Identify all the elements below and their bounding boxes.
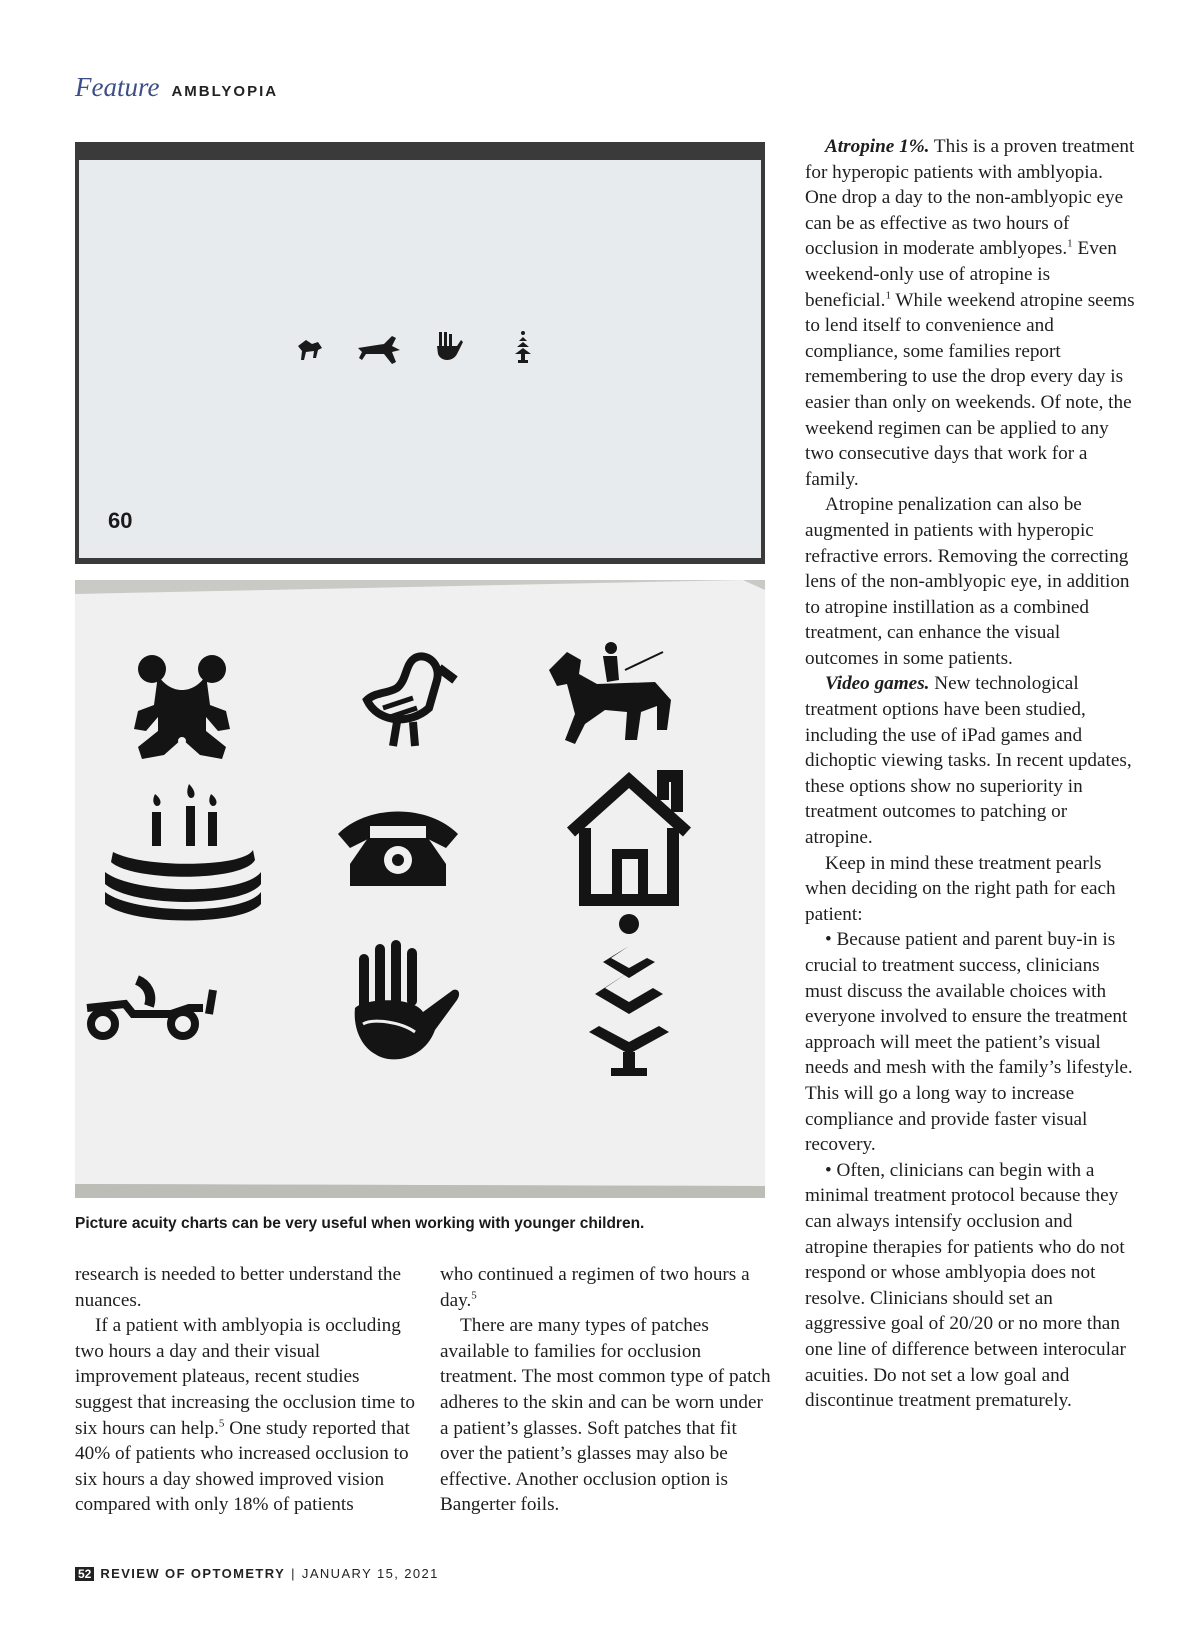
publication-name: REVIEW OF OPTOMETRY xyxy=(100,1566,286,1581)
video-games-paragraph: Video games. New technological treatment options have been studied, including the use of iPad games and dichoptic viewing tasks. In recent updates, these options show no superiority in treatment outcomes to patching or atropine. xyxy=(805,673,1132,849)
pearls-intro: Keep in mind these treatment pearls when deciding on the right path for each patient: xyxy=(805,852,1116,925)
reference-marker: 1 xyxy=(885,289,891,302)
left-column xyxy=(75,1262,415,1518)
atropine-heading: Atropine 1%. xyxy=(825,136,930,157)
figure-caption: Picture acuity charts can be very useful when working with younger children. xyxy=(75,1215,645,1232)
left-para-2: If a patient with amblyopia is occluding two hours a day and their visual improvement plateaus, recent studies suggest that increasing the occlusion time to six hours can help.$^5$ One study reported that 40% of patients who increased occlusion to six hours a day showed improved vision compared with only 18% of patients xyxy=(75,1315,415,1516)
screen-plane-icon xyxy=(358,336,400,364)
video-games-heading: Video games. xyxy=(825,673,930,695)
page-footer xyxy=(75,1566,439,1581)
screen-symbols xyxy=(290,330,550,370)
penalization-paragraph: Atropine penalization can also be augmented in patients with hyperopic refractive errors. Removing the correcting lens of the non-amblyopic eye, in addition to atropine instillation as a combined treatment, can enhance the visual outcomes in some patients. xyxy=(805,494,1130,669)
atropine-paragraph: Atropine 1%. This is a proven treatment for hyperopic patients with amblyopia. One drop a day to the non-amblyopic eye can be as effective as two hours of occlusion in moderate amblyopes.$^1$ Even weekend-only use of atropine is beneficial.$^1$ While weekend atropine seems to lend itself to convenience and compliance, some families report remembering to use the drop every day is easier than only on weekends. Of note, the weekend regimen can be applied to any two consecutive days that work for a family. xyxy=(805,136,1135,490)
feature-label: Feature xyxy=(75,72,160,102)
issue-date: JANUARY 15, 2021 xyxy=(301,1566,439,1581)
pearl-bullet-2: • Often, clinicians can begin with a minimal treatment protocol because they can always intensify occlusion and atropine therapies for patients who do not respond or whose amblyopia does not resolve. Clinicians should set an aggressive goal of 20/20 or no more than one line of difference between interocular acuities. Do not set a low goal and discontinue treatment prematurely. xyxy=(805,1159,1126,1412)
reference-marker: 1 xyxy=(1067,237,1073,250)
picture-chart-photo xyxy=(75,580,765,1198)
footer-separator: | xyxy=(291,1566,296,1581)
chart-paper xyxy=(75,580,765,1198)
section-label: AMBLYOPIA xyxy=(171,83,279,100)
screen-horse-icon xyxy=(298,340,322,360)
mid-para-2: There are many types of patches available to families for occlusion treatment. The most common type of patch adheres to the skin and can be worn under a patient’s glasses. Soft patches that fit over the patient’s glasses may also be effective. Another occlusion option is Bangerter foils. xyxy=(440,1315,771,1516)
left-para-1: research is needed to better understand the nuances. xyxy=(75,1264,402,1311)
middle-column xyxy=(440,1262,775,1518)
screen-tree-icon xyxy=(515,331,531,363)
right-column xyxy=(805,134,1135,1414)
reference-marker: 5 xyxy=(471,1289,477,1302)
page-header xyxy=(75,72,278,103)
screen-distance-label: 60 xyxy=(108,508,133,533)
pearl-bullet-1: • Because patient and parent buy-in is crucial to treatment success, clinicians must discuss the available choices with everyone involved to ensure the treatment approach will meet the patient’s visual needs and mesh with the family’s lifestyle. This will go a long way to increase compliance and provide faster visual recovery. xyxy=(805,929,1133,1156)
reference-marker: 5 xyxy=(218,1417,225,1430)
screen-hand-icon xyxy=(437,332,463,360)
page-number: 52 xyxy=(75,1567,94,1581)
mid-para-1: who continued a regimen of two hours a day.$^5$ xyxy=(440,1264,750,1311)
